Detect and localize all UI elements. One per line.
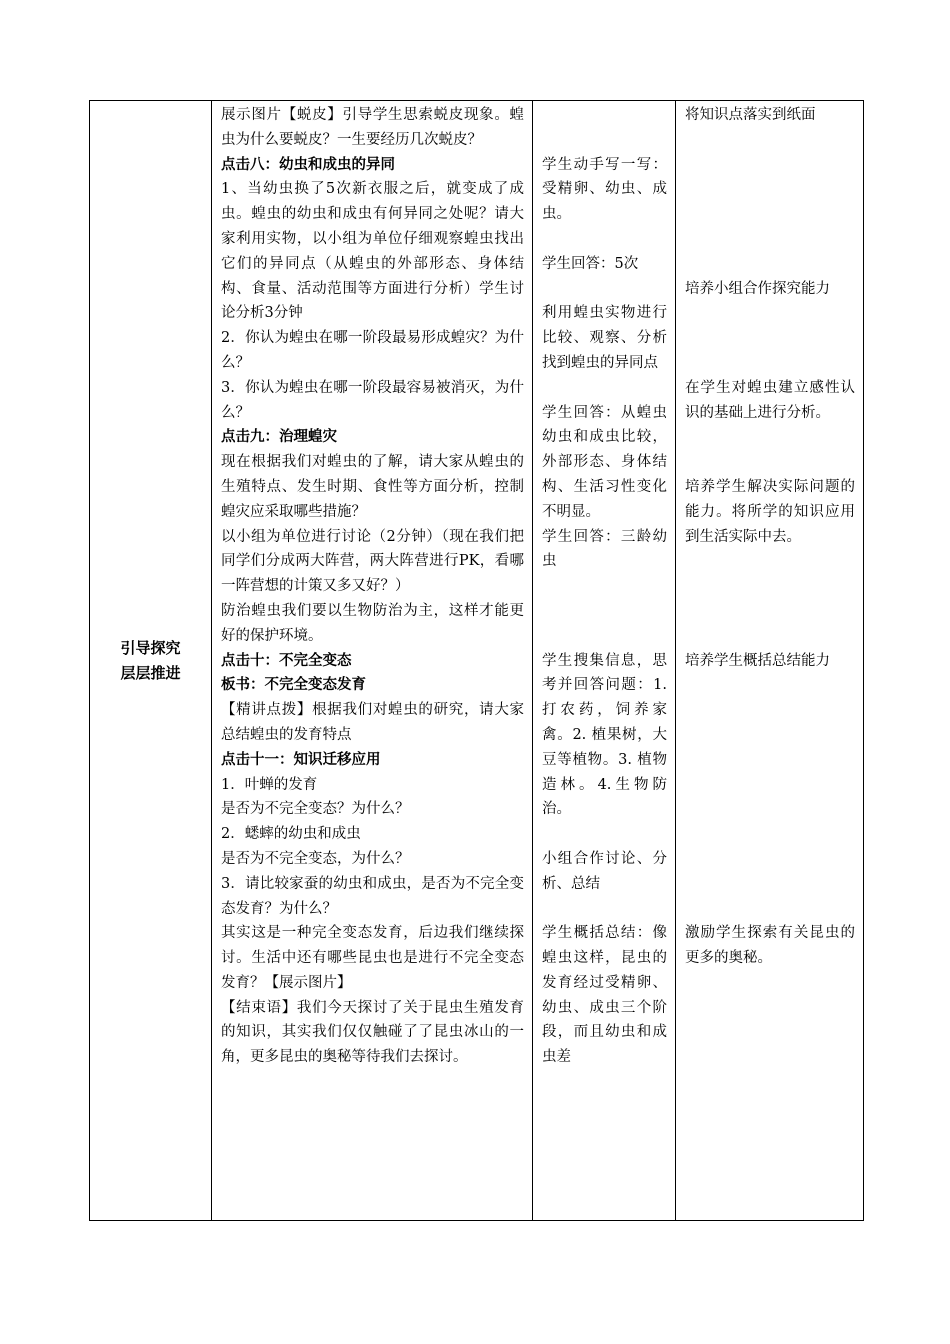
stage-cell xyxy=(90,101,212,1221)
intent-text: 在学生对蝗虫建立感性认识的基础上进行分析。 xyxy=(685,379,855,421)
intent-text: 培养学生解决实际问题的能力。将所学的知识应用到生活实际中去。 xyxy=(685,478,855,545)
teacher-heading: 点击九：治理蝗灾 xyxy=(221,429,337,446)
student-text: 利用蝗虫实物进行比较、观察、分析找到蝗虫的异同点 xyxy=(542,305,667,371)
student-text: 学生动手写一写：受精卵、幼虫、成虫。 xyxy=(542,156,667,223)
student-text: 小组合作讨论、分析、总结 xyxy=(542,850,667,892)
teacher-text: 【精讲点拨】根据我们对蝗虫的研究，请大家总结蝗虫的发育特点 xyxy=(221,702,524,743)
design-intent-cell xyxy=(676,101,864,1221)
teacher-text: 1．叶蝉的发育 xyxy=(221,776,318,793)
teacher-text: 以小组为单位进行讨论（2分钟）（现在我们把同学们分成两大阵营，两大阵营进行PK，看哪一阵营想的计策又多又好？） xyxy=(221,528,524,595)
intent-text: 培养学生概括总结能力 xyxy=(685,652,830,669)
student-text: 学生回答：三龄幼虫 xyxy=(542,528,667,570)
student-text: 学生回答：从蝗虫幼虫和成虫比较，外部形态、身体结构、生活习性变化不明显。 xyxy=(542,404,667,520)
intent-text: 激励学生探索有关昆虫的更多的奥秘。 xyxy=(685,925,855,967)
student-activity-cell xyxy=(533,101,676,1221)
teacher-text: 其实这是一种完全变态发育，后边我们继续探讨。生活中还有哪些昆虫也是进行不完全变态发育？【展示图片】 xyxy=(221,925,524,991)
intent-text: 将知识点落实到纸面 xyxy=(685,107,816,123)
teacher-heading: 板书：不完全变态发育 xyxy=(221,677,366,694)
teacher-text: 2．蟋蟀的幼虫和成虫 xyxy=(221,826,361,843)
student-text: 学生回答：5次 xyxy=(542,255,639,272)
teacher-heading: 点击十一：知识迁移应用 xyxy=(221,751,381,768)
student-text: 学生搜集信息，思考并回答问题：1. 打农药，饲养家禽。2. 植果树，大豆等植物。3. 植物造林。4.生物防治。 xyxy=(542,652,667,818)
teacher-heading: 点击八：幼虫和成虫的异同 xyxy=(221,156,395,173)
teacher-text: 3．请比较家蚕的幼虫和成虫，是否为不完全变态发育？为什么？ xyxy=(221,875,524,917)
teacher-text: 是否为不完全变态，为什么？ xyxy=(221,850,410,867)
teacher-text: 防治蝗虫我们要以生物防治为主，这样才能更好的保护环境。 xyxy=(221,602,524,644)
teacher-text: 是否为不完全变态？为什么？ xyxy=(221,801,410,818)
teacher-text: 现在根据我们对蝗虫的了解，请大家从蝗虫的生殖特点、发生时期、食性等方面分析，控制蝗灾应采取哪些措施？ xyxy=(221,454,524,520)
teacher-text: 2．你认为蝗虫在哪一阶段最易形成蝗灾？为什么？ xyxy=(221,330,524,371)
teacher-text: 3．你认为蝗虫在哪一阶段最容易被消灭，为什么？ xyxy=(221,379,524,421)
stage-label-line1: 引导探究 xyxy=(120,638,181,657)
teacher-activity-cell xyxy=(212,101,533,1221)
student-text: 学生概括总结：像蝗虫这样，昆虫的发育经过受精卵、幼虫、成虫三个阶段，而且幼虫和成虫差 xyxy=(542,925,667,1066)
teacher-text: 展示图片【蜕皮】引导学生思索蜕皮现象。蝗虫为什么要蜕皮？一生要经历几次蜕皮？ xyxy=(221,107,524,148)
teacher-text: 1、当幼虫换了5次新衣服之后，就变成了成虫。蝗虫的幼虫和成虫有何异同之处呢？请大家利用实物，以小组为单位仔细观察蝗虫找出它们的异同点（从蝗虫的外部形态、身体结构、食量、活动范围等方面进行分析）学生讨论分析3分钟 xyxy=(221,181,524,322)
teacher-text: 【结束语】我们今天探讨了关于昆虫生殖发育的知识，其实我们仅仅触碰了了昆虫冰山的一角，更多昆虫的奥秘等待我们去探讨。 xyxy=(221,999,524,1066)
teacher-heading: 点击十：不完全变态 xyxy=(221,652,352,669)
lesson-plan-table xyxy=(89,100,864,1221)
intent-text: 培养小组合作探究能力 xyxy=(685,280,830,297)
table-row xyxy=(90,101,864,1221)
stage-label-line2: 层层推进 xyxy=(120,663,181,682)
